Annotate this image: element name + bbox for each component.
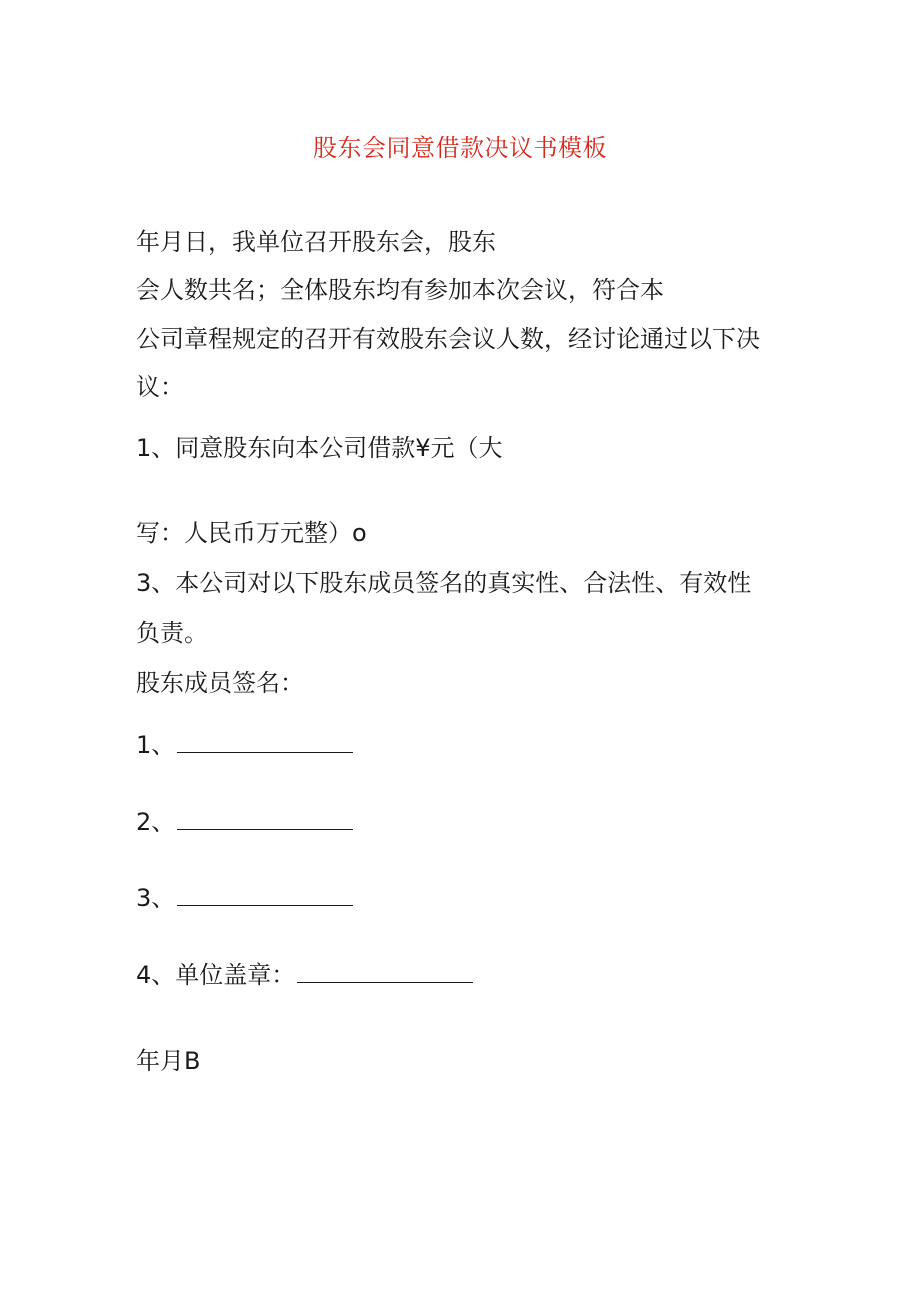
seal-label: 4、单位盖章： [136, 961, 296, 989]
resolution-item-1-line-1: 1、同意股东向本公司借款¥元（大 [136, 434, 503, 462]
resolution-item-3-line-2: 负责。 [136, 619, 208, 647]
signature-slot-2 [136, 806, 353, 838]
seal-blank-line[interactable] [297, 962, 473, 983]
signature-slot-label: 3、 [136, 884, 176, 912]
resolution-item-1-line-2: 写：人民币万元整）o [136, 519, 367, 547]
intro-line-2: 会人数共名；全体股东均有参加本次会议，符合本 [136, 276, 664, 304]
intro-line-4: 议： [136, 373, 184, 401]
intro-line-1: 年月日，我单位召开股东会，股东 [136, 228, 496, 256]
signature-slot-3 [136, 882, 353, 914]
signature-slot-label: 1、 [136, 731, 176, 759]
intro-line-3: 公司章程规定的召开有效股东会议人数，经讨论通过以下决 [136, 325, 760, 353]
signature-heading: 股东成员签名： [136, 669, 304, 697]
date-footer: 年月B [136, 1047, 201, 1075]
seal-row [136, 959, 473, 991]
signature-slot-label: 2、 [136, 808, 176, 836]
signature-slot-1 [136, 729, 353, 761]
signature-blank-line[interactable] [177, 809, 353, 830]
signature-blank-line[interactable] [177, 732, 353, 753]
resolution-item-3-line-1: 3、本公司对以下股东成员签名的真实性、合法性、有效性 [136, 569, 752, 597]
document-title: 股东会同意借款决议书模板 [313, 134, 607, 162]
signature-blank-line[interactable] [177, 885, 353, 906]
